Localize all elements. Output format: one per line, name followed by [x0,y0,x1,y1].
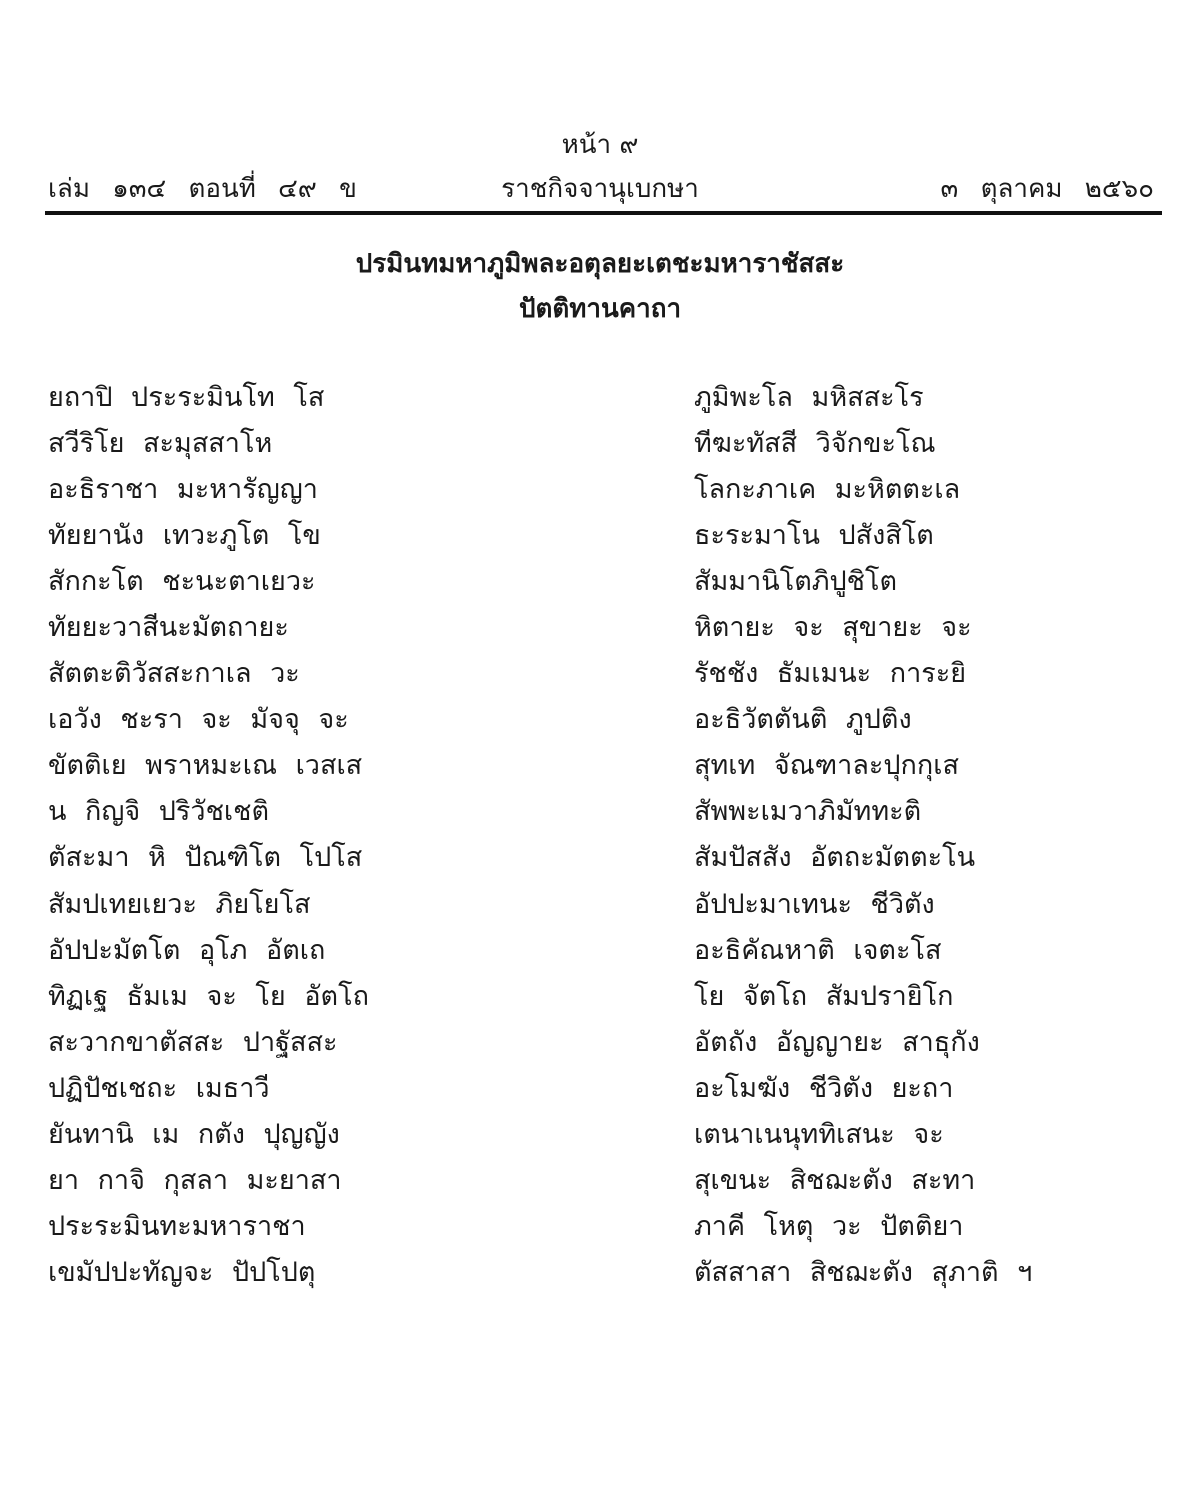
verse-line: ยา กาจิ กุสลา มะยาสา [48,1164,342,1196]
verse-line: สักกะโต ชะนะตาเยวะ [48,566,316,598]
verse-line: โลกะภาเค มะหิตตะเล [694,474,961,506]
verse-line: ภาคี โหตุ วะ ปัตติยา [694,1210,964,1242]
verse-line: ทัยยะวาสีนะมัตถายะ [48,612,289,644]
verse-line: ภูมิพะโล มหิสสะโร [694,382,924,413]
verse-line: อะธิคัณหาติ เจตะโส [694,934,942,966]
verse-line: ยันทานิ เม กตัง ปุญญัง [48,1118,340,1150]
verse-line: สัมปัสสัง อัตถะมัตตะโน [694,842,976,874]
verse-line: ปฏิปัชเชถะ เมธาวี [48,1072,270,1104]
document-subtitle: ปัตติทานคาถา [518,294,682,324]
verse-line: สัพพะเมวาภิมัททะติ [694,796,922,828]
header-divider [45,211,1162,215]
volume-issue: เล่ม ๑๓๔ ตอนที่ ๔๙ ข [48,174,357,204]
verse-line: สุเขนะ สิชฌะตัง สะทา [694,1164,976,1196]
verse-line: สัมมานิโตภิปูชิโต [694,566,898,598]
verse-line: รัชชัง ธัมเมนะ การะยิ [694,658,967,690]
publication-date: ๓ ตุลาคม ๒๕๖๐ [940,174,1154,204]
verse-line: น กิญจิ ปริวัชเชติ [48,796,270,828]
verse-line: อะธิราชา มะหารัญญา [48,474,318,506]
verse-line: ทัยยานัง เทวะภูโต โข [48,520,321,552]
verse-line: สวีริโย สะมุสสาโห [48,428,273,460]
verse-line: เขมัปปะทัญจะ ปัปโปตุ [48,1256,316,1288]
verse-line: เอวัง ชะรา จะ มัจจุ จะ [48,704,349,736]
verse-line: ธะระมาโน ปสังสิโต [694,520,934,552]
verse-line: ตัสะมา หิ ปัณฑิโต โปโส [48,842,363,874]
verse-line: สัตตะติวัสสะกาเล วะ [48,658,300,690]
verse-line: สะวากขาตัสสะ ปาฐัสสะ [48,1026,338,1058]
verse-line: เตนาเนนุททิเสนะ จะ [694,1118,944,1150]
verse-line: ทิฏเฐ ธัมเม จะ โย อัตโถ [48,980,369,1012]
verse-line: อัปปะมัตโต อุโภ อัตเถ [48,934,326,966]
publication-name: ราชกิจจานุเบกษา [501,174,699,204]
verse-line: ขัตติเย พราหมะเณ เวสเส [48,750,363,782]
verse-line: อะธิวัตตันติ ภูปติง [694,704,912,736]
verse-line: ยถาปิ ประระมินโท โส [48,382,325,413]
verse-line: อัตถัง อัญญายะ สาธุกัง [694,1026,980,1058]
verse-line: โย จัตโถ สัมปรายิโก [694,980,954,1012]
verse-line: ตัสสาสา สิชฌะตัง สุภาติ ฯ [694,1256,1033,1288]
verse-line: ประระมินทะมหาราชา [48,1210,306,1242]
verse-line: หิตายะ จะ สุขายะ จะ [694,612,972,644]
verse-column-left [48,378,369,1299]
verse-line: สัมปเทยเยวะ ภิยโยโส [48,888,311,920]
verse-line: สุทเท จัณฑาละปุกกุเส [694,750,959,782]
verse-column-right [694,378,1032,1299]
page-number: หน้า ๙ [561,130,639,160]
verse-line: อะโมฆัง ชีวิตัง ยะถา [694,1072,954,1104]
document-title: ปรมินทมหาภูมิพละอตุลยะเตชะมหาราชัสสะ [355,249,845,279]
verse-line: อัปปะมาเทนะ ชีวิตัง [694,888,935,920]
verse-line: ทีฆะทัสสี วิจักขะโณ [694,428,936,460]
